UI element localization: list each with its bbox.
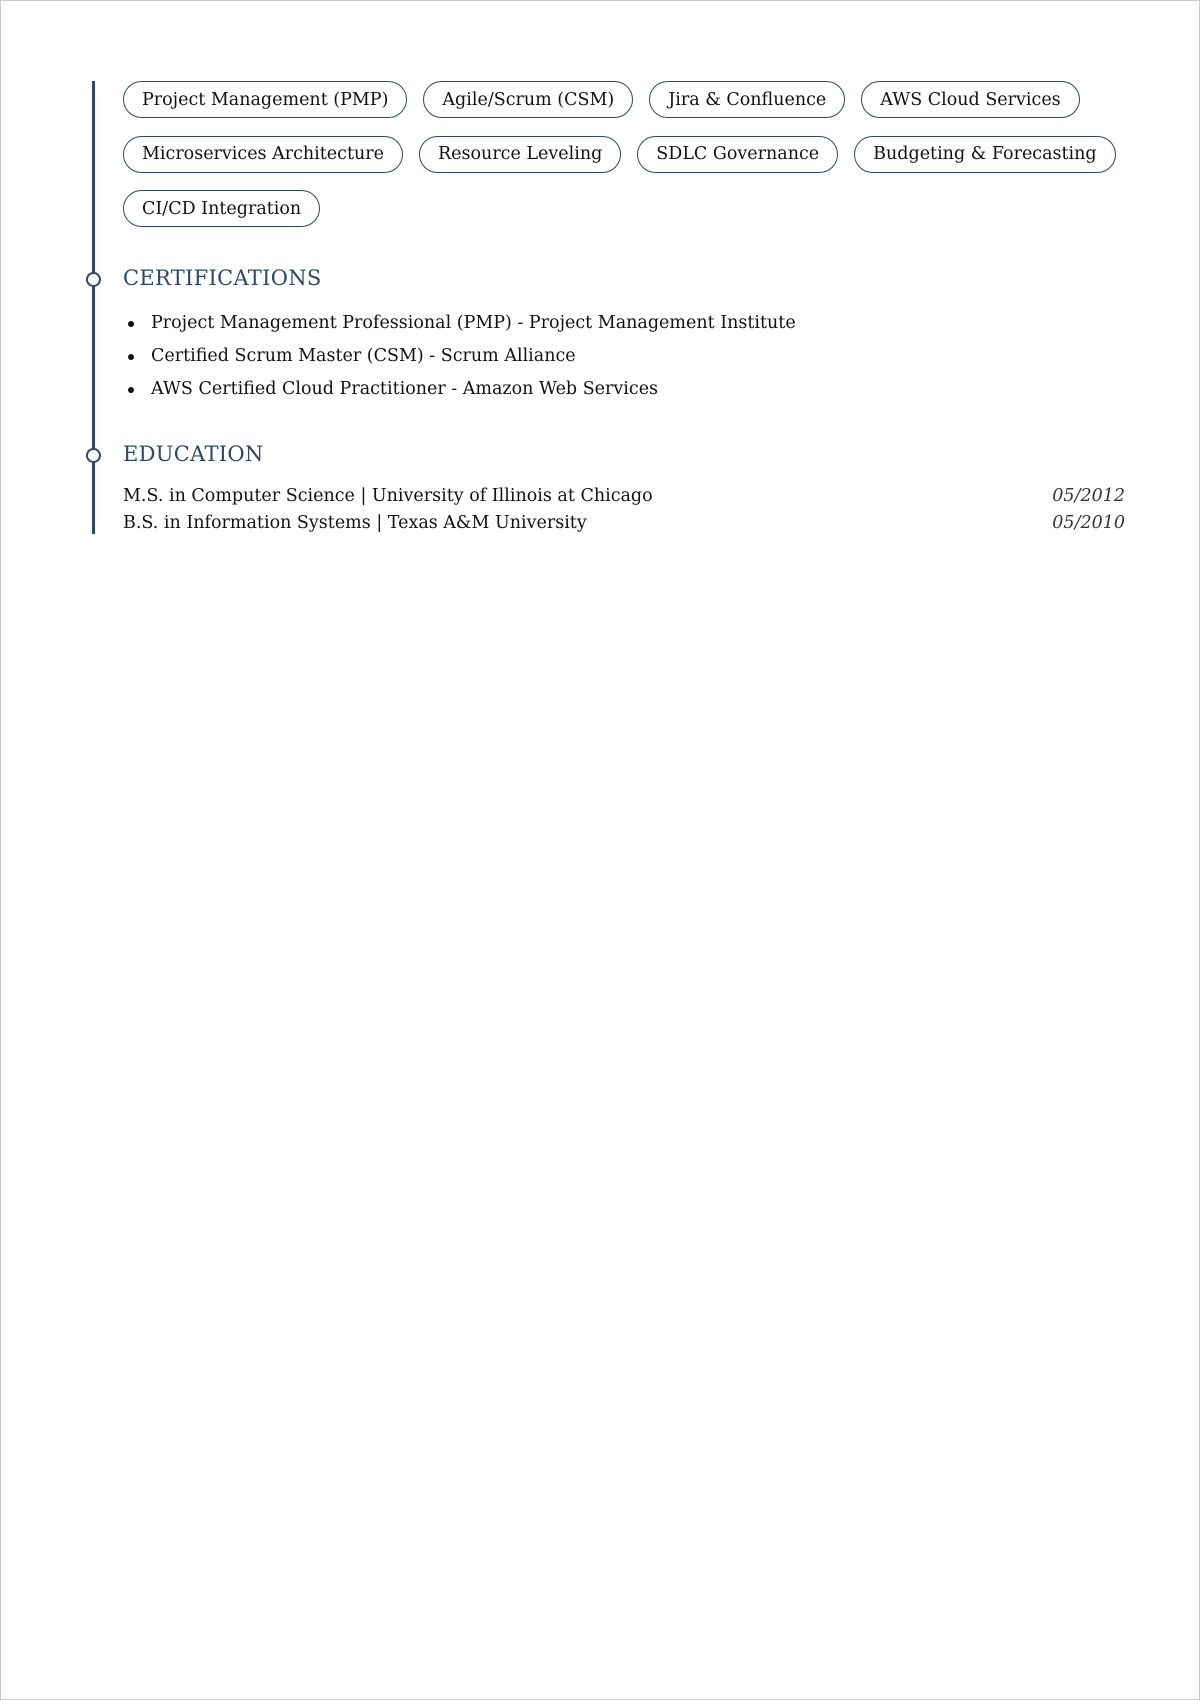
education-entry	[123, 510, 1125, 537]
education-timeline-node	[86, 448, 101, 463]
skill-pill: AWS Cloud Services	[861, 81, 1079, 118]
bullet-icon	[128, 387, 134, 393]
education-degree: M.S. in Computer Science | University of Illinois at Chicago	[123, 486, 653, 506]
education-heading: EDUCATION	[123, 442, 264, 466]
certification-text: Project Management Professional (PMP) - Project Management Institute	[151, 313, 796, 333]
education-list	[123, 483, 1125, 537]
education-date: 05/2010	[1052, 513, 1125, 533]
skill-pill: Jira & Confluence	[649, 81, 845, 118]
skills-row	[123, 190, 1133, 227]
skill-pill: Project Management (PMP)	[123, 81, 407, 118]
certifications-heading: CERTIFICATIONS	[123, 266, 322, 290]
skill-pill: Budgeting & Forecasting	[854, 136, 1115, 173]
certifications-list	[123, 307, 796, 406]
certification-text: AWS Certified Cloud Practitioner - Amazon Web Services	[151, 379, 659, 399]
skill-pill: Agile/Scrum (CSM)	[423, 81, 633, 118]
certification-item	[123, 307, 796, 340]
education-degree: B.S. in Information Systems | Texas A&M University	[123, 513, 587, 533]
bullet-icon	[128, 354, 134, 360]
skill-pill: Microservices Architecture	[123, 136, 403, 173]
education-entry	[123, 483, 1125, 510]
bullet-icon	[128, 321, 134, 327]
certification-item	[123, 340, 796, 373]
certification-item	[123, 373, 796, 406]
skills-row	[123, 81, 1133, 118]
skills-section	[123, 81, 1133, 245]
education-date: 05/2012	[1052, 486, 1125, 506]
certifications-timeline-node	[86, 272, 101, 287]
skills-row	[123, 136, 1133, 173]
skill-pill: SDLC Governance	[637, 136, 838, 173]
skill-pill: Resource Leveling	[419, 136, 621, 173]
certification-text: Certified Scrum Master (CSM) - Scrum Alliance	[151, 346, 576, 366]
timeline-line	[92, 81, 95, 534]
skill-pill: CI/CD Integration	[123, 190, 320, 227]
